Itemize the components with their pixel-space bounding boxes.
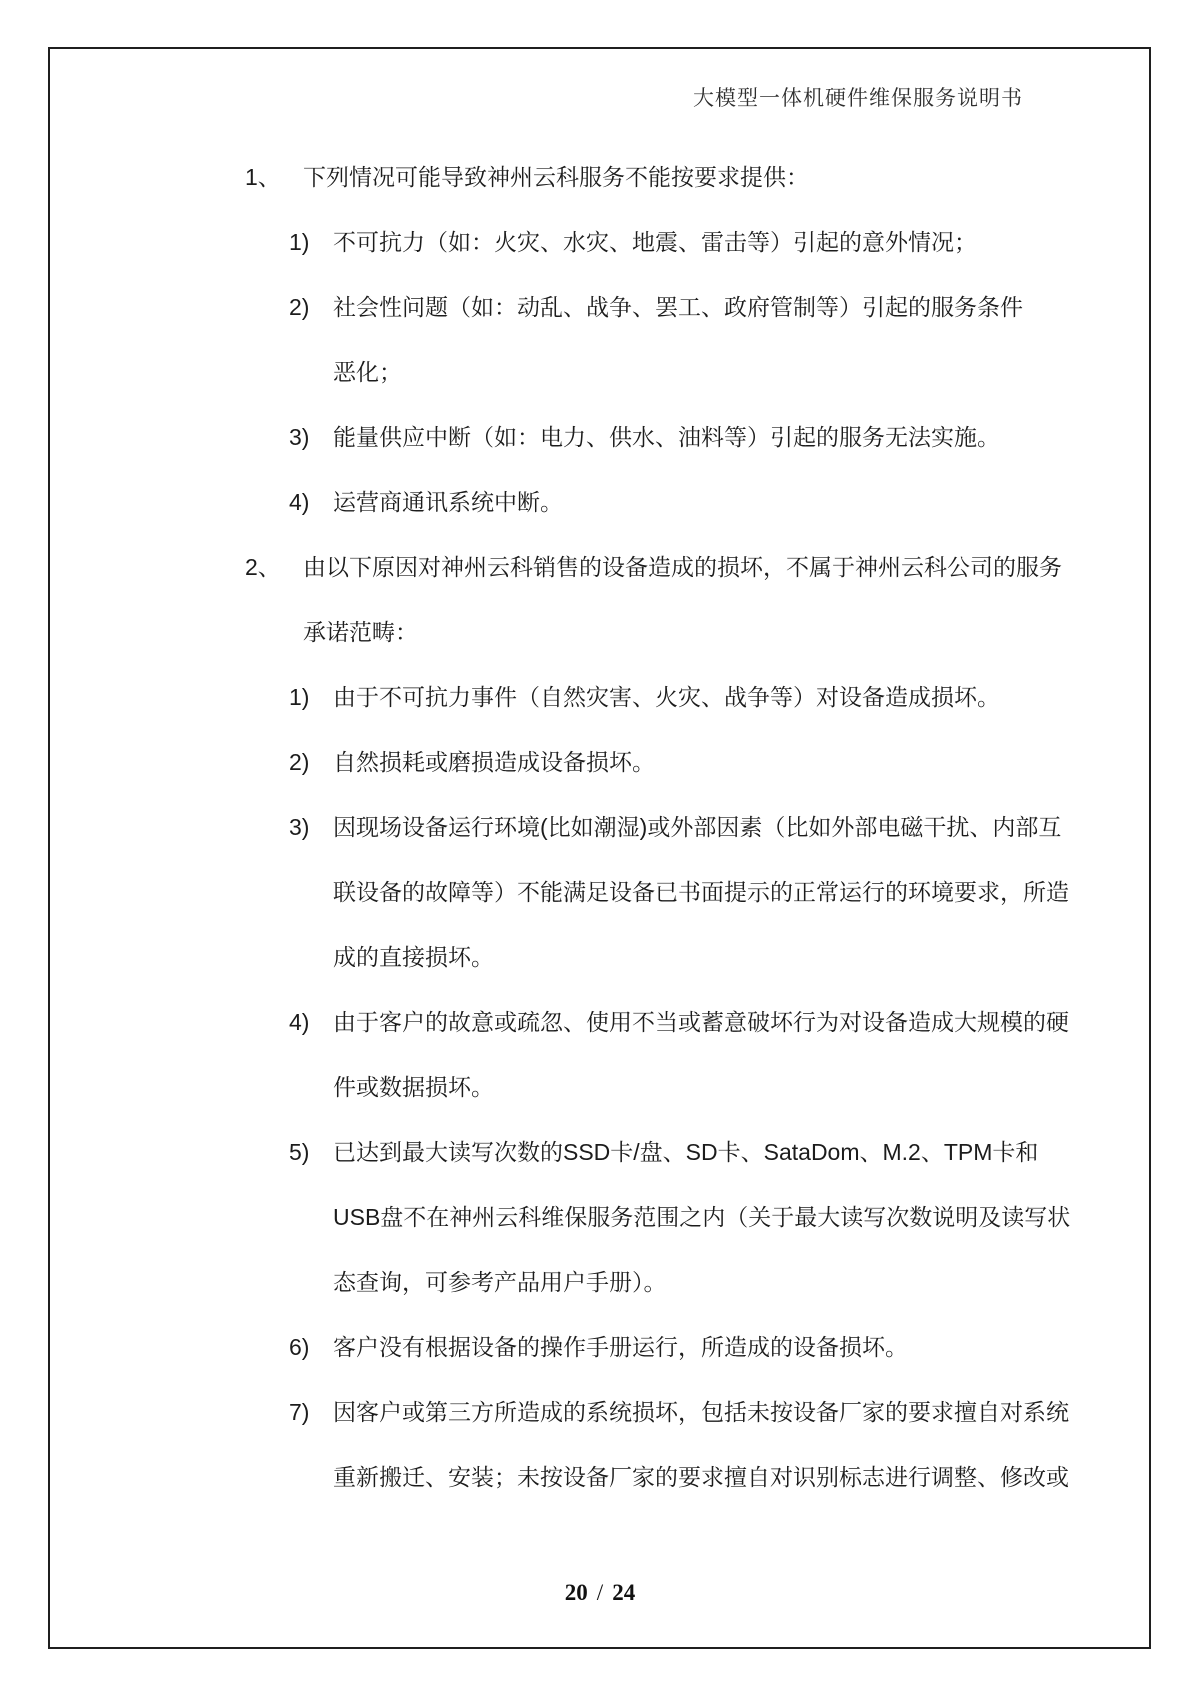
list-item-number: 1、 [245, 164, 281, 190]
list-item-number: 1) [289, 684, 310, 710]
list-item-line [0, 145, 1200, 210]
list-item-text: 客户没有根据设备的操作手册运行，所造成的设备损坏。 [333, 1334, 908, 1360]
list-item-number: 4) [289, 1009, 310, 1035]
list-item-number: 1) [289, 229, 310, 255]
list-item-text: 下列情况可能导致神州云科服务不能按要求提供： [303, 164, 809, 190]
list-item-line [0, 1120, 1200, 1185]
page-footer [0, 1580, 1200, 1606]
list-item-number: 5) [289, 1139, 310, 1165]
list-item-number: 2) [289, 294, 310, 320]
continuation-line [0, 340, 1200, 405]
list-item-number: 6) [289, 1334, 310, 1360]
list-item-text: 能量供应中断（如：电力、供水、油料等）引起的服务无法实施。 [333, 424, 1000, 450]
list-item-line [0, 405, 1200, 470]
list-item-text: 因客户或第三方所造成的系统损坏，包括未按设备厂家的要求擅自对系统 [333, 1399, 1069, 1425]
footer-current-page: 20 [564, 1580, 588, 1605]
continuation-line [0, 925, 1200, 990]
list-item-number: 7) [289, 1399, 310, 1425]
list-item-text: 由于不可抗力事件（自然灾害、火灾、战争等）对设备造成损坏。 [333, 684, 1000, 710]
list-item-text: 由以下原因对神州云科销售的设备造成的损坏，不属于神州云科公司的服务 [303, 554, 1062, 580]
continuation-line [0, 1185, 1200, 1250]
list-item-line [0, 795, 1200, 860]
list-item-line [0, 1380, 1200, 1445]
list-item-text: USB盘不在神州云科维保服务范围之内（关于最大读写次数说明及读写状 [333, 1204, 1071, 1230]
continuation-line [0, 1055, 1200, 1120]
list-item-line [0, 665, 1200, 730]
list-item-line [0, 210, 1200, 275]
list-item-line [0, 1315, 1200, 1380]
list-item-text: 承诺范畴： [303, 619, 418, 645]
list-item-text: 重新搬迁、安装；未按设备厂家的要求擅自对识别标志进行调整、修改或 [333, 1464, 1069, 1490]
list-item-text: 成的直接损坏。 [333, 944, 494, 970]
list-item-text: 社会性问题（如：动乱、战争、罢工、政府管制等）引起的服务条件 [333, 294, 1023, 320]
list-item-line [0, 535, 1200, 600]
list-item-text: 因现场设备运行环境(比如潮湿)或外部因素（比如外部电磁干扰、内部互 [333, 814, 1062, 840]
list-item-number: 4) [289, 489, 310, 515]
continuation-line [0, 860, 1200, 925]
list-item-number: 3) [289, 424, 310, 450]
list-item-text: 由于客户的故意或疏忽、使用不当或蓄意破坏行为对设备造成大规模的硬 [333, 1009, 1069, 1035]
list-item-line [0, 730, 1200, 795]
list-item-text: 不可抗力（如：火灾、水灾、地震、雷击等）引起的意外情况； [333, 229, 977, 255]
continuation-line [0, 1445, 1200, 1510]
list-item-text: 运营商通讯系统中断。 [333, 489, 563, 515]
list-item-line [0, 275, 1200, 340]
footer-page-separator: / [596, 1580, 604, 1605]
list-item-text: 已达到最大读写次数的SSD卡/盘、SD卡、SataDom、M.2、TPM卡和 [333, 1139, 1039, 1165]
list-item-text: 自然损耗或磨损造成设备损坏。 [333, 749, 655, 775]
page-header-title: 大模型一体机硬件维保服务说明书 [693, 86, 1023, 110]
list-item-number: 2) [289, 749, 310, 775]
continuation-line [0, 1250, 1200, 1315]
list-item-line [0, 990, 1200, 1055]
list-item-text: 恶化； [333, 359, 402, 385]
continuation-line [0, 600, 1200, 665]
list-item-text: 态查询，可参考产品用户手册）。 [333, 1269, 667, 1295]
list-item-text: 件或数据损坏。 [333, 1074, 494, 1100]
list-item-line [0, 470, 1200, 535]
document-body [0, 145, 1200, 1510]
list-item-number: 2、 [245, 554, 281, 580]
list-item-number: 3) [289, 814, 310, 840]
list-item-text: 联设备的故障等）不能满足设备已书面提示的正常运行的环境要求，所造 [333, 879, 1069, 905]
footer-total-pages: 24 [612, 1580, 636, 1605]
